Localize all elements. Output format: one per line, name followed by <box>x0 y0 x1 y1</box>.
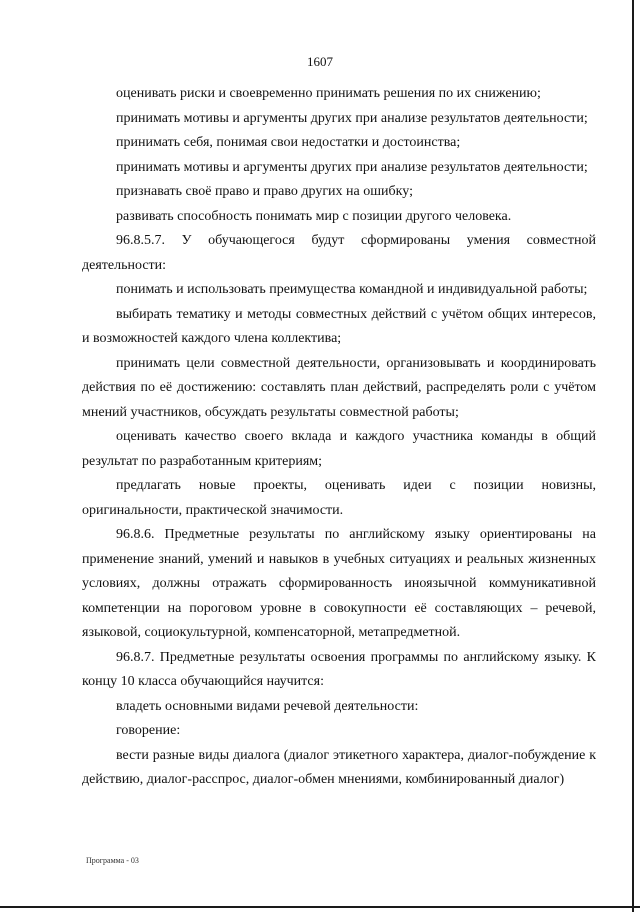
footer-program-label: Программа - 03 <box>86 856 139 865</box>
paragraph: предлагать новые проекты, оценивать идеи с позиции новизны, оригинальности, практической значимости. <box>82 478 596 518</box>
paragraph: оценивать качество своего вклада и каждого участника команды в общий результат по разработанным критериям; <box>82 429 596 469</box>
section-heading-paragraph: 96.8.5.7. У обучающегося будут сформированы умения совместной деятельности: <box>82 233 596 273</box>
scan-edge-bottom <box>0 906 640 908</box>
paragraph: понимать и использовать преимущества командной и индивидуальной работы; <box>116 282 588 297</box>
paragraph: принимать мотивы и аргументы других при анализе результатов деятельности; <box>116 110 588 126</box>
paragraph: принимать себя, понимая свои недостатки и достоинства; <box>116 135 461 150</box>
paragraph: принимать цели совместной деятельности, организовывать и координировать действия по её достижению: составлять план действий, распределять роли с учётом мнений участников, обсуждать результаты совместной работы; <box>82 355 596 420</box>
section-heading-paragraph: 96.8.7. Предметные результаты освоения программы по английскому языку. К концу 10 класса обучающийся научится: <box>82 649 596 689</box>
paragraph: вести разные виды диалога (диалог этикетного характера, диалог-побуждение к действию, диалог-расспрос, диалог-обмен мнениями, комбинированный диалог) <box>82 747 596 787</box>
paragraph: говорение: <box>116 723 181 738</box>
paragraph: выбирать тематику и методы совместных действий с учётом общих интересов, и возможностей каждого члена коллектива; <box>82 306 596 346</box>
page-number: 1607 <box>307 54 333 69</box>
paragraph: оценивать риски и своевременно принимать решения по их снижению; <box>116 86 541 101</box>
paragraph: владеть основными видами речевой деятельности: <box>116 698 419 714</box>
paragraph: принимать мотивы и аргументы других при анализе результатов деятельности; <box>116 159 588 175</box>
section-heading-paragraph: 96.8.6. Предметные результаты по английскому языку ориентированы на применение знаний, умений и навыков в учебных ситуациях и реальных жизненных условиях, должны отражать сформированность иноязычной коммуникативной компетенции на пороговом уровне в совокупности её составляющих – речевой, языковой, социокультурной, компенсаторной, метапредметной. <box>82 527 596 640</box>
body-text <box>82 82 596 793</box>
paragraph: развивать способность понимать мир с позиции другого человека. <box>116 208 512 224</box>
scan-edge-right <box>632 0 634 912</box>
paragraph: признавать своё право и право других на ошибку; <box>116 184 413 199</box>
